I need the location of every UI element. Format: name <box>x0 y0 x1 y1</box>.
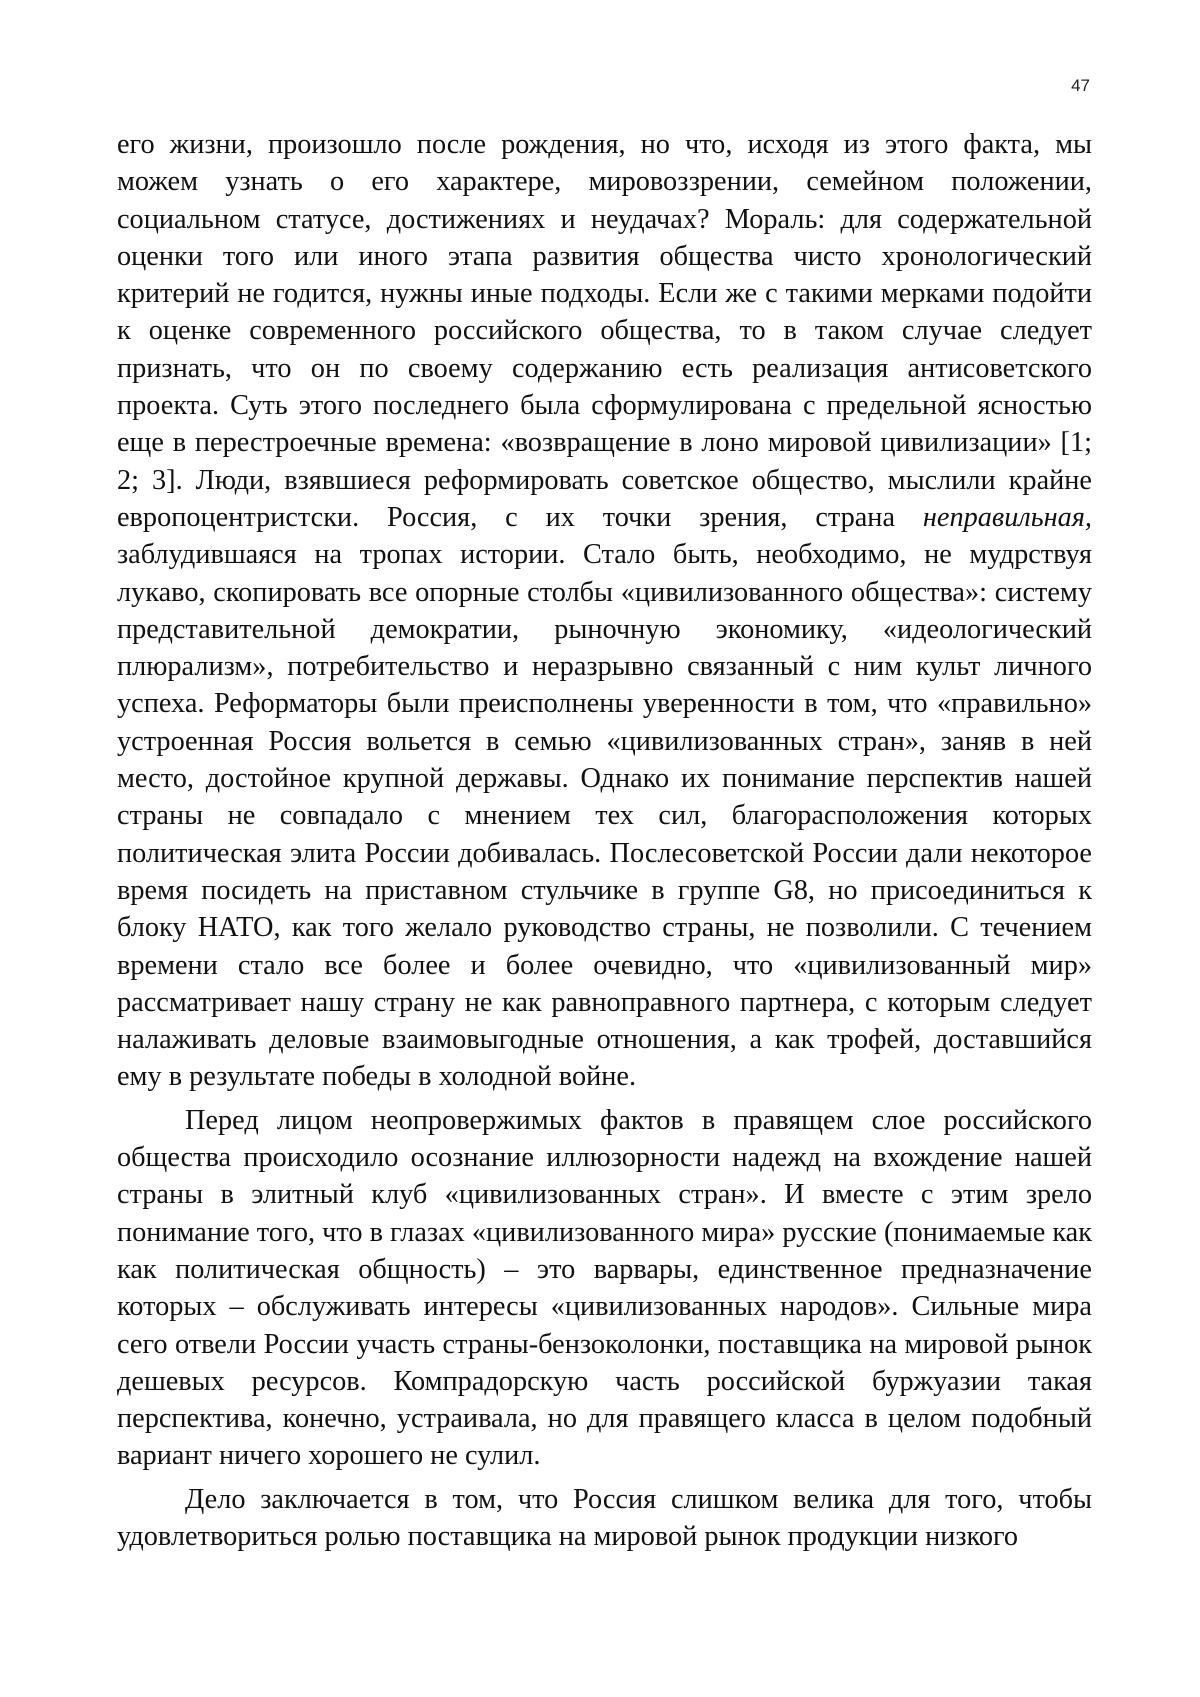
page-number: 47 <box>1071 76 1090 95</box>
body-text <box>117 126 1092 1555</box>
paragraph-2: Перед лицом неопровержимых фактов в правящем слое российского общества происходило осознание иллюзорности надежд на вхождение нашей страны в элитный клуб «цивилизованных стран». И вместе с этим зрело понимание того, что в глазах «цивилизованного мира» русские (понимаемые как как политическая общность) – это варвары, единственное предназначение которых – обслуживать интересы «цивилизованных народов». Сильные мира сего отвели России участь страны-бензоколонки, поставщика на мировой рынок дешевых ресурсов. Компрадорскую часть российской буржуазии такая перспектива, конечно, устраивала, но для правящего класса в целом подобный вариант ничего хорошего не сулил. <box>117 1104 1092 1472</box>
paragraph-1 <box>117 126 1092 1096</box>
paragraph-1-italic: неправильная, <box>922 501 1092 533</box>
paragraph-3: Дело заключается в том, что Россия слишком велика для того, чтобы удовлетвориться ролью поставщика на мировой рынок продукции низкого <box>117 1483 1092 1552</box>
paragraph-1-text-b: заблудившаяся на тропах истории. Стало быть, необходимо, не мудрствуя лукаво, скопировать все опорные столбы «цивилизованного общества»: систему представительной демократии, рыночную экономику, «идеологический плюрализм», потребительство и неразрывно связанный с ним культ личного успеха. Реформаторы были преисполнены уверенности в том, что «правильно» устроенная Россия вольется в семью «цивилизованных стран», заняв в ней место, достойное крупной державы. Однако их понимание перспектив нашей страны не совпадало с мнением тех сил, благорасположения которых политическая элита России добивалась. Послесоветской России дали некоторое время посидеть на приставном стульчике в группе G8, но присоединиться к блоку НАТО, как того желало руководство страны, не позволили. С течением времени стало все более и более очевидно, что «цивилизованный мир» рассматривает нашу страну не как равноправного партнера, с которым следует налаживать деловые взаимовыгодные отношения, а как трофей, доставшийся ему в результате победы в холодной войне. <box>117 539 1092 1093</box>
paragraph-1-text-a: его жизни, произошло после рождения, но что, исходя из этого факта, мы можем узнать о его характере, мировоззрении, семейном положении, социальном статусе, достижениях и неудачах? Мораль: для содержательной оценки того или иного этапа развития общества чисто хронологический критерий не годится, нужны иные подходы. Если же с такими мерками подойти к оценке современного российского общества, то в таком случае следует признать, что он по своему содержанию есть реализация антисоветского проекта. Суть этого последнего была сформулирована с предельной ясностью еще в перестроечные времена: «возвращение в лоно мировой цивилизации» [1; 2; 3]. Люди, взявшиеся реформировать советское общество, мыслили крайне европоцентристски. Россия, с их точки зрения, страна <box>117 129 1092 533</box>
